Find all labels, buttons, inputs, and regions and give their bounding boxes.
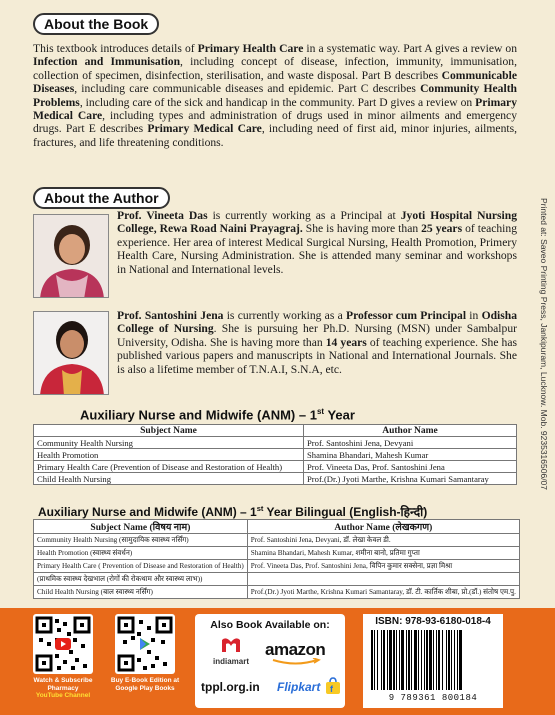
table1-title bbox=[80, 407, 355, 422]
barcode-bar bbox=[459, 630, 462, 690]
amazon-link[interactable] bbox=[265, 640, 339, 670]
table-cell: Prof.(Dr.) Jyoti Marthe, Krishna Kumari Samantaray, डॉ. टी. कार्तिक शीबा, प्रो.(डॉ.) संतोष एम.पु. bbox=[247, 586, 519, 599]
table-cell: Primary Health Care ( Prevention of Disease and Restoration of Health) bbox=[34, 560, 248, 573]
text-segment: , including care of the sick and handicap in the community. Part D gives a review on bbox=[79, 95, 476, 109]
barcode-bar bbox=[399, 630, 400, 690]
barcode-bar bbox=[414, 630, 417, 690]
barcode-icon bbox=[369, 630, 497, 692]
bold-text-segment: Community Health Problems bbox=[33, 82, 518, 109]
barcode-bar bbox=[418, 630, 419, 690]
table-header-cell: Subject Name bbox=[34, 425, 304, 437]
barcode-bar bbox=[424, 630, 425, 690]
barcode-bar bbox=[454, 630, 455, 690]
table-cell: (प्राथमिक स्वास्थ्य देखभाल (रोगों की रोकथाम और स्वास्थ्य लाभ)) bbox=[34, 573, 248, 586]
table-cell: Prof.(Dr.) Jyoti Marthe, Krishna Kumari Samantaray bbox=[304, 473, 517, 485]
qr2-caption-line: Google Play Books bbox=[115, 684, 175, 692]
barcode-bar bbox=[383, 630, 385, 690]
barcode-bar bbox=[438, 630, 440, 690]
about-book-heading: About the Book bbox=[33, 13, 159, 35]
barcode-bar bbox=[389, 630, 392, 690]
qr2-caption bbox=[103, 677, 187, 692]
barcode-bar bbox=[451, 630, 452, 690]
text-segment: , including concept of disease, infection, immunity, immunisation, collection of specimen, disinfection, sterilisation, and waste disposal. Part B describes bbox=[33, 55, 517, 82]
text-segment: This textbook introduces details of bbox=[33, 42, 198, 55]
author2-portrait-icon bbox=[34, 312, 109, 395]
table-cell: Shamina Bhandari, Mahesh Kumar bbox=[304, 449, 517, 461]
also-available-title: Also Book Available on: bbox=[210, 619, 330, 631]
table-cell: Child Health Nursing (बाल स्वास्थ्य नर्सिंग) bbox=[34, 586, 248, 599]
table-cell: Community Health Nursing (सामुदायिक स्वास्थ्य नर्सिंग) bbox=[34, 534, 248, 547]
table2-title-end: Year Bilingual (English-हिन्दी) bbox=[263, 505, 428, 519]
youtube-qr-code[interactable] bbox=[33, 614, 93, 674]
author2-photo bbox=[33, 311, 109, 395]
table-cell: Prof. Vineeta Das, Prof. Santoshini Jena, विपिन कुमार सक्सेना, प्रज्ञा मिश्रा bbox=[247, 560, 519, 573]
table-cell: Shamina Bhandari, Mahesh Kumar, शमीना बानो, प्रतिमा गुप्ता bbox=[247, 547, 519, 560]
bold-text-segment: Prof. Vineeta Das bbox=[117, 209, 208, 222]
bold-text-segment: Professor cum Principal bbox=[345, 309, 467, 322]
table-cell: Health Promotion (स्वास्थ्य संवर्धन) bbox=[34, 547, 248, 560]
bold-text-segment: 14 years bbox=[325, 335, 367, 349]
barcode-bar bbox=[457, 630, 458, 690]
bold-text-segment: Jyoti Hospital Nursing College, Rewa Road Naini Prayagraj. bbox=[117, 209, 518, 236]
about-book-text bbox=[33, 42, 517, 149]
text-segment: in bbox=[466, 309, 482, 322]
text-segment: of teaching experience. She has published various papers and manuscripts in National and International Journals. She is also a lifetime member of T.N.A.I, S.N.A, etc. bbox=[117, 335, 518, 376]
qr1-caption bbox=[26, 677, 100, 700]
table-header-row bbox=[34, 425, 517, 437]
table-cell: Primary Health Care (Prevention of Disease and Restoration of Health) bbox=[34, 461, 304, 473]
barcode-bar bbox=[401, 630, 404, 690]
barcode-bar bbox=[381, 630, 382, 690]
google-play-qr-code[interactable] bbox=[115, 614, 175, 674]
barcode-digits: 9 789361 800184 bbox=[388, 693, 478, 703]
barcode-bar bbox=[429, 630, 432, 690]
barcode-bar bbox=[377, 630, 378, 690]
table-cell: Health Promotion bbox=[34, 449, 304, 461]
table-header-cell: Author Name bbox=[304, 425, 517, 437]
flipkart-link[interactable] bbox=[277, 678, 343, 700]
barcode-bar bbox=[411, 630, 412, 690]
text-segment: , including care communicable diseases and epidemic. Part C describes bbox=[74, 82, 421, 96]
barcode-bar bbox=[374, 630, 375, 690]
table-row bbox=[34, 560, 520, 573]
indiamart-link[interactable] bbox=[205, 636, 257, 670]
barcode-bar bbox=[408, 630, 410, 690]
amazon-label: amazon bbox=[265, 640, 326, 659]
table2-title bbox=[38, 503, 427, 520]
text-segment: in a systematic way. Part A gives a review on bbox=[303, 42, 517, 55]
qr1-caption-line: Pharmacy bbox=[47, 684, 79, 692]
flipkart-label: Flipkart bbox=[277, 680, 321, 694]
printer-info: Printed at: Saveo Printing Press, Jankipuram, Lucknow. Mob. 9235316506/07 bbox=[539, 198, 549, 491]
barcode-bar bbox=[426, 630, 428, 690]
table1-title-main: Auxiliary Nurse and Midwife (ANM) – 1 bbox=[80, 407, 317, 423]
table-row bbox=[34, 473, 517, 485]
table-cell: Prof. Santoshini Jena, Devyani, डॉ. लेखा केवल डी. bbox=[247, 534, 519, 547]
table2 bbox=[33, 519, 520, 599]
table-row bbox=[34, 547, 520, 560]
about-author-heading: About the Author bbox=[33, 187, 170, 209]
svg-text:f: f bbox=[330, 684, 333, 694]
table-cell: Prof. Santoshini Jena, Devyani bbox=[304, 437, 517, 449]
table-row bbox=[34, 573, 520, 586]
table-row bbox=[34, 461, 517, 473]
qr1-caption-line: YouTube Channel bbox=[35, 692, 91, 699]
table1-title-end: Year bbox=[324, 407, 355, 423]
bold-text-segment: Infection and Immunisation bbox=[33, 55, 181, 69]
bold-text-segment: Primary Medical Care bbox=[33, 95, 517, 123]
youtube-icon bbox=[55, 638, 71, 650]
barcode-bar bbox=[393, 630, 395, 690]
bold-text-segment: 25 years bbox=[421, 222, 463, 236]
author1-photo bbox=[33, 214, 109, 298]
table-row bbox=[34, 437, 517, 449]
barcode-bar bbox=[436, 630, 437, 690]
barcode-bar bbox=[387, 630, 388, 690]
indiamart-icon bbox=[220, 636, 242, 654]
qr2-caption-line: Buy E-Book Edition at bbox=[110, 677, 180, 684]
barcode-bar bbox=[406, 630, 407, 690]
table-row bbox=[34, 449, 517, 461]
flipkart-bag-icon bbox=[325, 677, 341, 695]
barcode-bar bbox=[396, 630, 397, 690]
google-play-icon bbox=[138, 637, 152, 651]
text-segment: of teaching experience. Her area of interest Medical Surgical Nursing, Health Promotion, Primery Health Care, Nursing Administration. She is attended many seminar and workshops in National and International levels. bbox=[117, 222, 517, 276]
author1-bio bbox=[117, 209, 517, 276]
barcode-bar bbox=[433, 630, 434, 690]
table-cell: Community Health Nursing bbox=[34, 437, 304, 449]
isbn-barcode-box bbox=[363, 614, 503, 708]
bold-text-segment: Communicable Diseases bbox=[33, 68, 517, 96]
barcode-bar bbox=[442, 630, 443, 690]
text-segment: is currently working as a bbox=[223, 309, 346, 322]
bold-text-segment: Odisha College of Nursing bbox=[117, 309, 518, 336]
bold-text-segment: Primary Health Care bbox=[197, 42, 304, 55]
text-segment: She is having more than bbox=[302, 222, 422, 236]
table2-title-sup: st bbox=[256, 504, 264, 513]
table1-title-sup: st bbox=[316, 407, 325, 416]
barcode-bar bbox=[371, 630, 373, 690]
barcode-bar bbox=[446, 630, 447, 690]
text-segment: is currently working as a Principal at bbox=[207, 209, 401, 222]
table-header-cell: Subject Name (विषय नाम) bbox=[34, 520, 248, 534]
qr1-caption-line: Watch & Subscribe bbox=[33, 677, 93, 684]
table-cell bbox=[247, 573, 519, 586]
bold-text-segment: Prof. Santoshini Jena bbox=[117, 309, 224, 322]
isbn-label: ISBN: 978-93-6180-018-4 bbox=[375, 616, 491, 627]
table-cell: Child Health Nursing bbox=[34, 473, 304, 485]
indiamart-label: indiamart bbox=[212, 657, 249, 666]
text-segment: , including need of first aid, minor injuries, ailments, fractures, and life threatening conditions. bbox=[33, 122, 517, 149]
text-segment: , including types and administration of drugs used in minor ailments and emergency drugs. Part E describes bbox=[33, 109, 517, 136]
also-available-box bbox=[195, 614, 345, 708]
bold-text-segment: Primary Medical Care bbox=[147, 122, 262, 136]
amazon-smile-icon bbox=[271, 658, 321, 666]
barcode-bar bbox=[421, 630, 422, 690]
table-row bbox=[34, 534, 520, 547]
text-segment: . She is pursuing her Ph.D. Nursing (MSN) under Sambalpur University, Odisha. She is having more than bbox=[117, 322, 517, 349]
table-header-cell: Author Name (लेखकगण) bbox=[247, 520, 519, 534]
table-header-row bbox=[34, 520, 520, 534]
table1 bbox=[33, 424, 517, 485]
table2-title-main: Auxiliary Nurse and Midwife (ANM) – 1 bbox=[38, 505, 257, 519]
table-row bbox=[34, 586, 520, 599]
author1-portrait-icon bbox=[34, 215, 109, 298]
table-cell: Prof. Vineeta Das, Prof. Santoshini Jena bbox=[304, 461, 517, 473]
tppl-link[interactable]: tppl.org.in bbox=[201, 680, 260, 694]
author2-bio bbox=[117, 309, 517, 376]
barcode-bar bbox=[448, 630, 450, 690]
